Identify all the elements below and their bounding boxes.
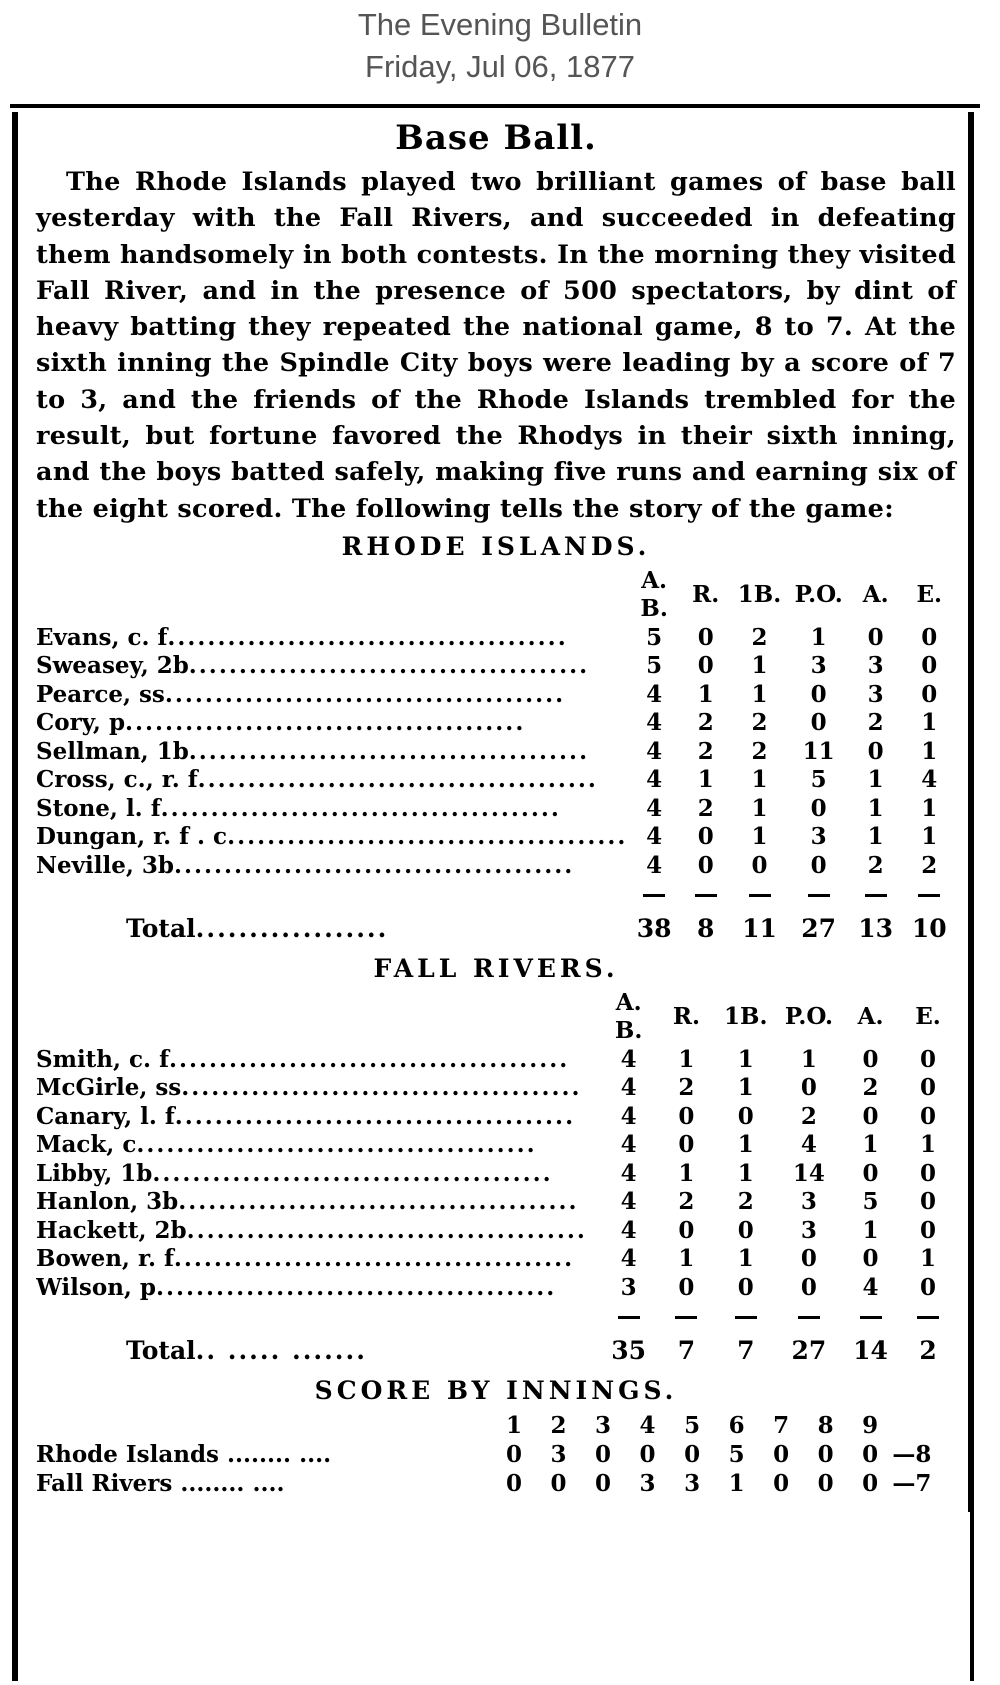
player-name-text: Neville, 3b [36, 851, 174, 879]
stat-runs: 0 [678, 1216, 695, 1244]
stat-first-base-hits: 2 [737, 1188, 754, 1216]
stat-first-base-hits: 1 [737, 1131, 754, 1159]
col-r: R. [672, 1003, 700, 1031]
leader-dots: ........................................ [186, 1216, 587, 1244]
leader-dots: ........................................ [168, 1045, 570, 1073]
player-name [36, 1160, 599, 1189]
stat-put-outs: 0 [800, 1074, 817, 1102]
stat-at-bats: 4 [646, 709, 663, 737]
stat-assists: 4 [862, 1273, 879, 1301]
score-by-innings [36, 1411, 956, 1498]
stat-errors: 1 [921, 709, 938, 737]
inning-score: 3 [684, 1469, 701, 1497]
stat-put-outs: 5 [810, 766, 827, 794]
inning-number: 1 [506, 1411, 523, 1439]
stat-put-outs: 0 [800, 1245, 817, 1273]
stat-at-bats: 4 [646, 823, 663, 851]
player-row [36, 766, 956, 795]
publication-date: Friday, Jul 06, 1877 [365, 49, 635, 84]
stat-at-bats: 3 [620, 1273, 637, 1301]
stat-runs: 0 [678, 1131, 695, 1159]
final-score: —8 [892, 1440, 932, 1468]
innings-heading: SCORE BY INNINGS. [314, 1375, 678, 1405]
player-row [36, 1245, 956, 1274]
stat-at-bats: 4 [620, 1131, 637, 1159]
article [36, 112, 956, 1498]
stat-assists: 3 [867, 680, 884, 708]
stat-first-base-hits: 1 [737, 1045, 754, 1073]
col-1b: 1B. [724, 1003, 768, 1031]
total-label: Total.................. [126, 913, 389, 943]
player-name [36, 738, 627, 767]
player-name-text: Stone, l. f [36, 794, 161, 822]
player-name-text: Cross, c., r. f [36, 766, 198, 794]
col-po: P.O. [784, 1003, 834, 1031]
stat-assists: 5 [862, 1188, 879, 1216]
total-ab: 38 [636, 913, 672, 943]
stat-assists: 2 [867, 709, 884, 737]
inning-score: 0 [684, 1440, 701, 1468]
stat-assists: 0 [867, 737, 884, 765]
player-row [36, 823, 956, 852]
stat-errors: 0 [920, 1273, 937, 1301]
stat-errors: 4 [921, 766, 938, 794]
stat-first-base-hits: 1 [737, 1245, 754, 1273]
inning-score: 0 [817, 1440, 834, 1468]
inning-score: 0 [862, 1469, 879, 1497]
stat-first-base-hits: 1 [751, 823, 768, 851]
player-name-text: Wilson, p [36, 1273, 157, 1301]
final-spacer [892, 1411, 956, 1440]
col-1b: 1B. [737, 581, 782, 609]
stat-errors: 0 [920, 1216, 937, 1244]
inning-score: 5 [728, 1440, 745, 1468]
fall-rivers-box-score [36, 989, 956, 1371]
leader-dots: ........................................ [227, 823, 628, 851]
stat-errors: 0 [920, 1188, 937, 1216]
total-a: 14 [853, 1335, 888, 1365]
innings-spacer [36, 1411, 492, 1440]
total-r: 7 [677, 1335, 696, 1365]
stat-first-base-hits: 2 [751, 709, 768, 737]
stat-errors: 0 [921, 623, 938, 651]
inning-number: 8 [817, 1411, 834, 1439]
leader-dots: ........................................ [178, 1188, 579, 1216]
stat-at-bats: 4 [620, 1216, 637, 1244]
total-label: Total.. ..... ....... [126, 1335, 367, 1365]
inning-score: 0 [506, 1469, 523, 1497]
player-name [36, 1046, 599, 1075]
inning-number: 4 [639, 1411, 656, 1439]
stat-first-base-hits: 1 [751, 652, 768, 680]
fall-rivers-heading: FALL RIVERS. [373, 953, 619, 983]
stat-assists: 2 [862, 1074, 879, 1102]
leader-dots: ........................................ [181, 1074, 582, 1102]
stat-first-base-hits: 1 [737, 1074, 754, 1102]
inning-score: 0 [595, 1469, 612, 1497]
total-e: 2 [919, 1335, 937, 1365]
stat-first-base-hits: 0 [737, 1216, 754, 1244]
stat-first-base-hits: 0 [737, 1273, 754, 1301]
stat-first-base-hits: 2 [751, 737, 768, 765]
stat-runs: 2 [678, 1074, 695, 1102]
stat-assists: 2 [867, 851, 884, 879]
publication-name: The Evening Bulletin [357, 7, 643, 42]
player-row [36, 795, 956, 824]
column-rule-right [968, 112, 974, 1512]
inning-number: 9 [862, 1411, 879, 1439]
player-row [36, 1046, 956, 1075]
inning-score: 0 [817, 1469, 834, 1497]
stat-first-base-hits: 1 [751, 794, 768, 822]
final-score: —7 [892, 1469, 932, 1497]
stat-put-outs: 3 [810, 823, 827, 851]
stat-put-outs: 3 [810, 652, 827, 680]
stat-assists: 0 [862, 1245, 879, 1273]
col-e: E. [915, 1003, 941, 1031]
stat-errors: 0 [920, 1045, 937, 1073]
leader-dots: ........................................ [167, 623, 568, 651]
col-a: A. [857, 1003, 884, 1031]
leader-dots: ........................................ [188, 652, 590, 680]
player-row [36, 1274, 956, 1303]
col-ab: A. B. [640, 566, 668, 623]
stat-put-outs: 3 [800, 1216, 817, 1244]
stat-runs: 1 [697, 680, 714, 708]
total-row [36, 909, 956, 949]
player-name-text: Libby, 1b [36, 1159, 153, 1187]
inning-number: 2 [550, 1411, 567, 1439]
player-name [36, 624, 627, 653]
player-row [36, 709, 956, 738]
stat-runs: 1 [678, 1045, 695, 1073]
leader-dots: ........................................ [152, 1159, 553, 1187]
stat-assists: 0 [862, 1045, 879, 1073]
stat-put-outs: 4 [800, 1131, 817, 1159]
stat-assists: 0 [862, 1159, 879, 1187]
leader-dots: ........................................ [174, 1102, 576, 1130]
player-name-text: McGirle, ss [36, 1074, 182, 1102]
player-name [36, 1074, 599, 1103]
leader-dots: ........................................ [197, 766, 598, 794]
rhode-islands-heading: RHODE ISLANDS. [341, 531, 651, 561]
col-po: P.O. [794, 581, 843, 609]
total-1b: 11 [742, 913, 777, 943]
innings-team-row [36, 1469, 956, 1498]
inning-score: 0 [506, 1440, 523, 1468]
box-header-row [36, 567, 956, 624]
player-name-text: Evans, c. f [36, 623, 168, 651]
total-ab: 35 [611, 1335, 647, 1365]
stat-at-bats: 4 [620, 1074, 637, 1102]
stat-at-bats: 4 [620, 1159, 637, 1187]
article-title: Base Ball. [395, 118, 597, 158]
total-r: 8 [697, 913, 715, 943]
stat-errors: 2 [921, 851, 938, 879]
player-name [36, 823, 627, 852]
inning-score: 0 [550, 1469, 567, 1497]
stat-assists: 0 [867, 623, 884, 651]
stat-runs: 1 [697, 766, 714, 794]
total-rule [36, 880, 956, 909]
player-row [36, 738, 956, 767]
team-name: Fall Rivers ........ .... [36, 1469, 285, 1497]
column-rule-right-lower [970, 1510, 974, 1681]
player-name [36, 1245, 599, 1274]
player-row [36, 1131, 956, 1160]
stat-at-bats: 5 [646, 623, 663, 651]
stat-runs: 0 [697, 823, 714, 851]
player-name-text: Hanlon, 3b [36, 1188, 179, 1216]
stat-assists: 1 [862, 1131, 879, 1159]
inning-score: 0 [773, 1440, 790, 1468]
stat-errors: 0 [920, 1074, 937, 1102]
inning-number: 6 [728, 1411, 745, 1439]
stat-at-bats: 4 [646, 680, 663, 708]
stat-at-bats: 4 [620, 1188, 637, 1216]
stat-at-bats: 4 [646, 851, 663, 879]
player-name [36, 1217, 599, 1246]
stat-first-base-hits: 2 [751, 623, 768, 651]
stat-errors: 1 [920, 1131, 937, 1159]
player-name-text: Hackett, 2b [36, 1216, 187, 1244]
leader-dots: ........................................ [164, 680, 566, 708]
rhode-islands-box-score [36, 567, 956, 949]
stat-runs: 0 [678, 1273, 695, 1301]
stat-put-outs: 0 [810, 709, 827, 737]
player-name [36, 652, 627, 681]
stat-runs: 2 [697, 794, 714, 822]
stat-put-outs: 1 [810, 623, 827, 651]
player-name [36, 852, 627, 881]
stat-at-bats: 4 [646, 794, 663, 822]
stat-put-outs: 1 [800, 1045, 817, 1073]
stat-assists: 1 [862, 1216, 879, 1244]
innings-team-row [36, 1440, 956, 1469]
stat-runs: 1 [678, 1245, 695, 1273]
player-row [36, 852, 956, 881]
col-r: R. [692, 581, 720, 609]
stat-put-outs: 0 [810, 680, 827, 708]
player-name-text: Sweasey, 2b [36, 652, 189, 680]
stat-at-bats: 5 [646, 652, 663, 680]
stat-at-bats: 4 [646, 737, 663, 765]
inning-score: 0 [639, 1440, 656, 1468]
player-row [36, 1160, 956, 1189]
stat-assists: 1 [867, 794, 884, 822]
stat-runs: 2 [678, 1188, 695, 1216]
inning-score: 1 [728, 1469, 745, 1497]
stat-first-base-hits: 1 [751, 766, 768, 794]
article-body-text: The Rhode Islands played two brilliant games of base ball yesterday with the Fall Rivers, and succeeded in defeating them handsomely in both contests. In the morning they visited Fall River, and in the presence of 500 spectators, by dint of heavy batting they repeated the national game, 8 to 7. At the sixth inning the Spindle City boys were leading by a score of 7 to 3, and the friends of the Rhode Islands trembled for the result, but fortune favored the Rhodys in their sixth inning, and the boys batted safely, making five runs and earning six of the eight scored. The following tells the story of the game: [36, 167, 956, 524]
inning-score: 3 [639, 1469, 656, 1497]
total-e: 10 [911, 913, 947, 943]
leader-dots: ........................................ [136, 1131, 537, 1159]
stat-errors: 1 [921, 737, 938, 765]
stat-runs: 2 [697, 737, 714, 765]
player-name-text: Cory, p [36, 709, 126, 737]
stat-runs: 0 [697, 851, 714, 879]
stat-assists: 0 [862, 1102, 879, 1130]
inning-number: 3 [595, 1411, 612, 1439]
leader-dots: ........................................ [173, 1245, 575, 1273]
stat-errors: 1 [921, 794, 938, 822]
player-row [36, 624, 956, 653]
player-name-text: Smith, c. f [36, 1045, 169, 1073]
stat-first-base-hits: 1 [751, 680, 768, 708]
total-po: 27 [791, 1335, 827, 1365]
stat-runs: 2 [697, 709, 714, 737]
total-1b: 7 [737, 1335, 755, 1365]
inning-score: 0 [595, 1440, 612, 1468]
player-row [36, 1217, 956, 1246]
stat-put-outs: 3 [800, 1188, 817, 1216]
player-row [36, 1074, 956, 1103]
player-name [36, 681, 627, 710]
player-name-text: Bowen, r. f [36, 1245, 174, 1273]
stat-errors: 0 [920, 1159, 937, 1187]
column-rule-left [12, 112, 18, 1681]
col-a: A. [862, 581, 889, 609]
inning-number: 5 [684, 1411, 701, 1439]
player-row [36, 681, 956, 710]
stat-assists: 1 [867, 766, 884, 794]
box-header-row [36, 989, 956, 1046]
player-name [36, 1103, 599, 1132]
stat-assists: 3 [867, 652, 884, 680]
stat-put-outs: 11 [802, 737, 835, 765]
stat-runs: 1 [678, 1159, 695, 1187]
article-body [36, 164, 956, 527]
player-name-text: Sellman, 1b [36, 737, 189, 765]
player-name [36, 1131, 599, 1160]
stat-at-bats: 4 [646, 766, 663, 794]
player-name [36, 766, 627, 795]
stat-put-outs: 0 [810, 851, 827, 879]
stat-runs: 0 [697, 623, 714, 651]
stat-at-bats: 4 [620, 1245, 637, 1273]
stat-errors: 1 [921, 823, 938, 851]
total-a: 13 [858, 913, 894, 943]
player-name [36, 1188, 599, 1217]
leader-dots: ........................................ [125, 709, 526, 737]
inning-number: 7 [773, 1411, 790, 1439]
player-row [36, 652, 956, 681]
stat-errors: 0 [921, 652, 938, 680]
total-rule [36, 1302, 956, 1331]
stat-at-bats: 4 [620, 1102, 637, 1130]
inning-score: 0 [773, 1469, 790, 1497]
player-name [36, 709, 627, 738]
stat-put-outs: 0 [810, 794, 827, 822]
stat-first-base-hits: 1 [737, 1159, 754, 1187]
stat-errors: 1 [920, 1245, 937, 1273]
player-name-text: Mack, c [36, 1131, 137, 1159]
stat-assists: 1 [867, 823, 884, 851]
team-name: Rhode Islands ........ .... [36, 1440, 332, 1468]
inning-score: 0 [862, 1440, 879, 1468]
stat-runs: 0 [697, 652, 714, 680]
stat-at-bats: 4 [620, 1045, 637, 1073]
player-name [36, 1274, 599, 1303]
stat-runs: 0 [678, 1102, 695, 1130]
player-name-text: Dungan, r. f . c [36, 823, 228, 851]
player-name-text: Pearce, ss [36, 680, 165, 708]
stat-first-base-hits: 0 [751, 851, 768, 879]
stat-put-outs: 2 [800, 1102, 817, 1130]
stat-put-outs: 14 [792, 1159, 825, 1187]
player-row [36, 1103, 956, 1132]
player-name-text: Canary, l. f [36, 1102, 175, 1130]
leader-dots: ........................................ [173, 851, 575, 879]
stat-first-base-hits: 0 [737, 1102, 754, 1130]
total-po: 27 [801, 913, 837, 943]
leader-dots: ........................................ [188, 737, 590, 765]
page-header [0, 0, 1000, 88]
total-row [36, 1331, 956, 1371]
leader-dots: ........................................ [160, 794, 561, 822]
innings-number-row [36, 1411, 956, 1440]
stat-put-outs: 0 [800, 1273, 817, 1301]
col-e: E. [916, 581, 942, 609]
col-ab: A. B. [614, 988, 643, 1045]
stat-errors: 0 [920, 1102, 937, 1130]
leader-dots: ........................................ [156, 1273, 557, 1301]
inning-score: 3 [550, 1440, 567, 1468]
stat-errors: 0 [921, 680, 938, 708]
player-name [36, 795, 627, 824]
player-row [36, 1188, 956, 1217]
